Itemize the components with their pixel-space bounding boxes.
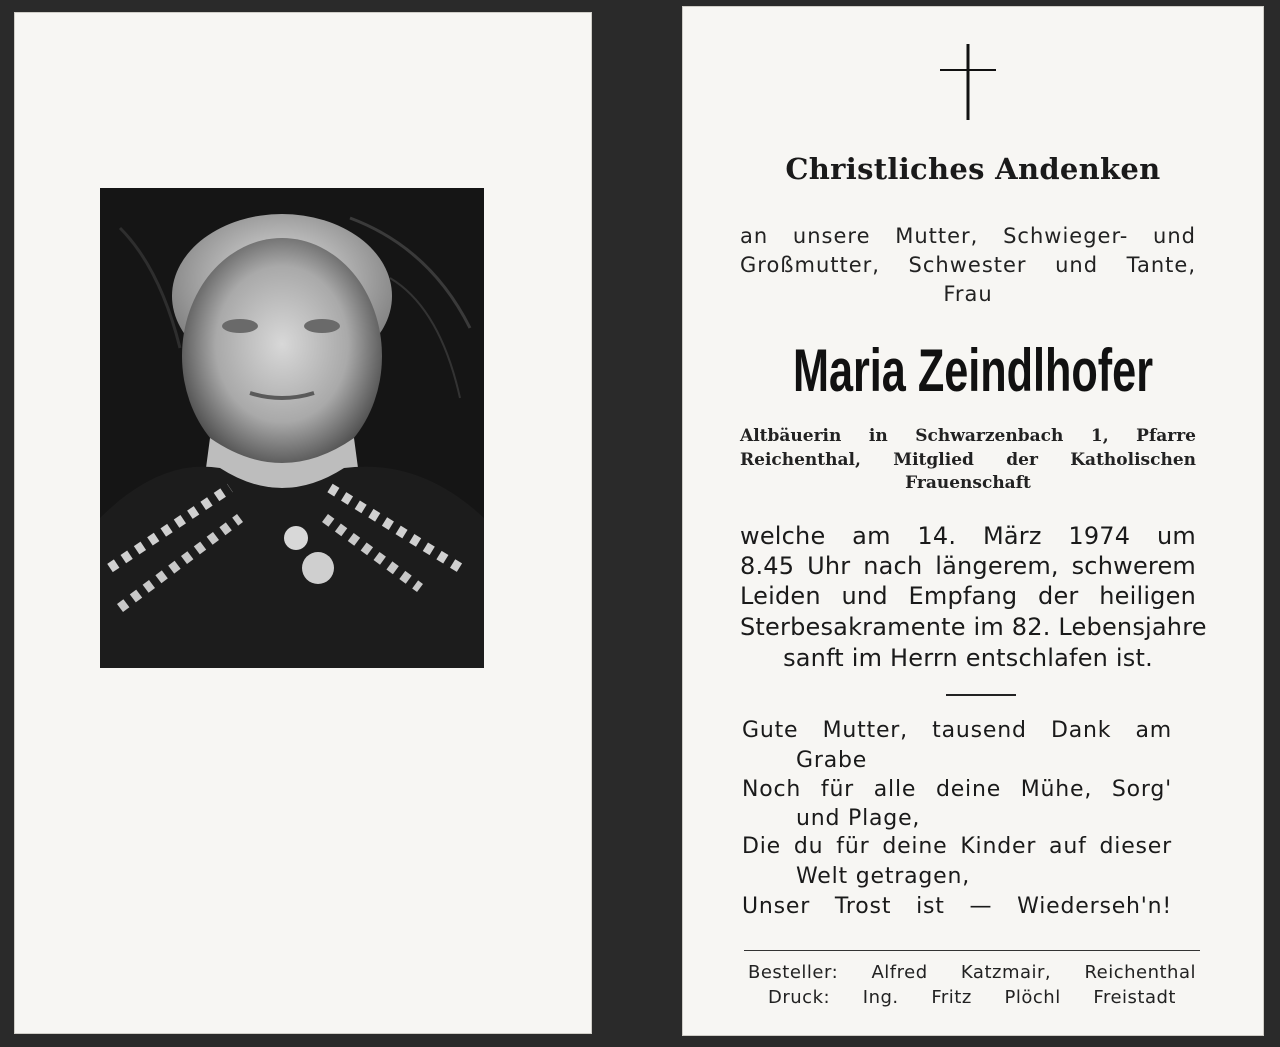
deceased-name: Maria Zeindlhofer (792, 337, 1154, 404)
body-line: welche am 14. März 1974 um (740, 522, 1196, 550)
body-line: 8.45 Uhr nach längerem, schwerem (740, 552, 1196, 580)
intro-line: Frau (943, 282, 993, 306)
portrait-image (100, 188, 484, 668)
poem-line: Noch für alle deine Mühe, Sorg' (742, 777, 1172, 802)
poem-line: Die du für deine Kinder auf dieser (742, 834, 1172, 859)
poem-line: Unser Trost ist — Wiederseh'n! (742, 894, 1172, 919)
left-card (14, 12, 592, 1034)
footer-orderer: Besteller: Alfred Katzmair, Reichenthal (748, 962, 1196, 983)
divider (946, 694, 1016, 696)
intro-line: an unsere Mutter, Schwieger- und (740, 224, 1196, 248)
description-line: Reichenthal, Mitglied der Katholischen (740, 450, 1196, 470)
body-line: Leiden und Empfang der heiligen (740, 582, 1196, 610)
poem-line: Grabe (796, 748, 868, 773)
poem-line: Welt getragen, (796, 864, 971, 889)
footer-printer: Druck: Ing. Fritz Plöchl Freistadt (768, 987, 1176, 1008)
poem-line: Gute Mutter, tausend Dank am (742, 718, 1172, 743)
portrait-photo (100, 188, 484, 668)
description-line: Altbäuerin in Schwarzenbach 1, Pfarre (740, 426, 1196, 446)
description-line: Frauenschaft (905, 473, 1031, 493)
card-title: Christliches Andenken (785, 152, 1161, 186)
footer-divider (744, 950, 1200, 951)
body-line: sanft im Herrn entschlafen ist. (783, 644, 1153, 672)
body-line: Sterbesakramente im 82. Lebensjahre (740, 613, 1207, 641)
intro-line: Großmutter, Schwester und Tante, (740, 253, 1196, 277)
poem-line: und Plage, (796, 806, 921, 831)
right-card (682, 6, 1264, 1036)
cross-icon (940, 44, 996, 120)
